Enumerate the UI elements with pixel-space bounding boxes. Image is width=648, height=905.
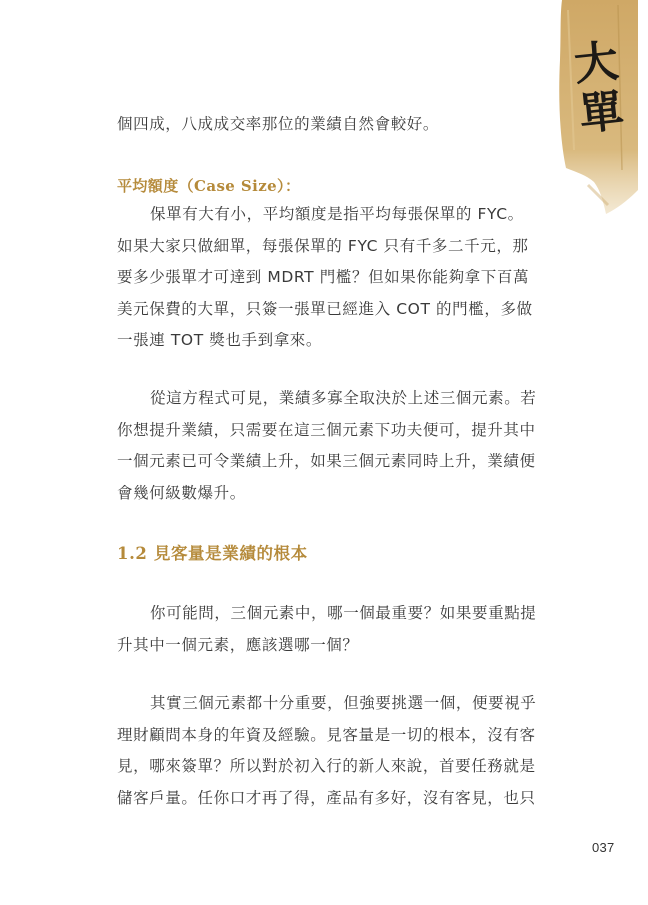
text-line: 個四成，八成成交率那位的業績自然會較好。 (117, 115, 440, 133)
text-line: 如果大家只做細單，每張保單的 FYC 只有千多二千元，那 (117, 236, 529, 255)
text-line: 會幾何級數爆升。 (117, 483, 246, 502)
text-line: 理財顧問本身的年資及經驗。見客量是一切的根本，沒有客 (117, 725, 536, 744)
text-line: 見，哪來簽單？所以對於初入行的新人來說，首要任務就是 (117, 757, 536, 775)
text-line: 升其中一個元素，應該選哪一個？ (117, 635, 359, 654)
text-line: 儲客戶量。任你口才再了得，產品有多好，沒有客見，也只 (117, 788, 536, 807)
paragraph-answer (117, 688, 535, 814)
text-line: 你可能問，三個元素中，哪一個最重要？如果要重點提 (150, 604, 537, 622)
text-line: 從這方程式可見，業績多寡全取決於上述三個元素。若 (150, 389, 537, 407)
brush-logo-banner (548, 0, 638, 215)
text-line: 一個元素已可令業績上升，如果三個元素同時上升，業績便 (117, 452, 536, 470)
text-line: 要多少張單才可達到 MDRT 門檻？但如果你能夠拿下百萬 (117, 268, 530, 286)
page-number: 037 (592, 840, 615, 855)
text-line: 美元保費的大單，只簽一張單已經進入 COT 的門檻，多做 (117, 299, 533, 318)
paragraph-case-size (117, 199, 535, 357)
paragraph-equation (117, 383, 535, 509)
subheading-case-size: 平均額度（Case Size）： (117, 177, 301, 195)
text-line: 你想提升業績，只需要在這三個元素下功夫便可，提升其中 (117, 420, 536, 439)
text-line: 一張連 TOT 獎也手到拿來。 (117, 331, 322, 349)
paragraph-continued (117, 109, 535, 141)
section-heading: 1.2 見客量是業績的根本 (117, 544, 308, 563)
paragraph-question (117, 598, 535, 661)
text-line: 保單有大有小，平均額度是指平均每張保單的 FYC。 (150, 205, 524, 223)
text-line: 其實三個元素都十分重要，但強要挑選一個，便要視乎 (150, 694, 537, 712)
brush-logo-text: 大單 (563, 37, 626, 142)
